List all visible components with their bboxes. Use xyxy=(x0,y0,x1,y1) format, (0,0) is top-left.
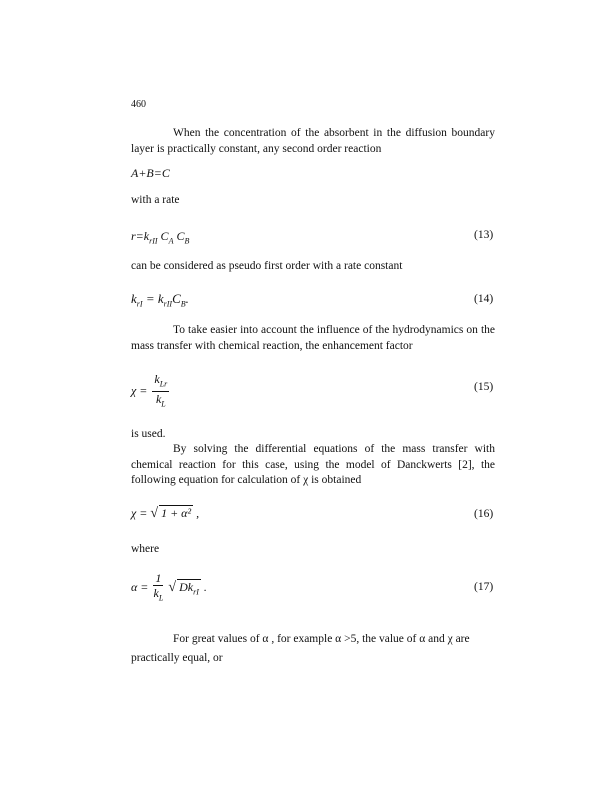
equation-14-number: (14) xyxy=(474,293,494,305)
where-text: where xyxy=(131,543,160,555)
equation-14: $k_{rI} = k_{rII}C_B$. xyxy=(131,291,189,309)
equation-17: α = $\frac{1}{k_L}$ √ $Dk_{rI}$ . xyxy=(131,571,207,605)
paragraph-intro: When the concentration of the absorbent in the diffusion boundary layer is practically constant, any second order reaction xyxy=(131,127,495,155)
equation-13: $r=k_{rII}$ $C_A$ $C_B$ xyxy=(131,229,190,246)
equation-17-number: (17) xyxy=(474,581,494,593)
equation-15: χ = $\frac{k_{Lr}}{k_L}$ xyxy=(131,372,171,412)
reaction-equation: A+B=C xyxy=(131,166,170,180)
equation-16: χ = √ 1 + α² , xyxy=(131,506,200,521)
fraction: $\frac{k_{Lr}}{k_L}$ xyxy=(154,372,168,409)
equation-15-number: (15) xyxy=(474,381,494,393)
paragraph-great-values-line2: practically equal, or xyxy=(131,652,223,664)
paragraph-enhancement: To take easier into account the influence of the hydrodynamics on the mass transfer with chemical reaction, the enhancement factor xyxy=(131,324,495,352)
fraction: $\frac{1}{k_L}$ xyxy=(153,571,164,603)
equation-13-number: (13) xyxy=(474,229,494,241)
page-number: 460 xyxy=(131,99,146,110)
paragraph-pseudo-first-order: can be considered as pseudo first order with a rate constant xyxy=(131,260,403,272)
is-used-text: is used. xyxy=(131,428,166,440)
paragraph-great-values-line1: For great values of α , for example α >5, the value of α and χ are xyxy=(173,633,470,645)
equation-16-number: (16) xyxy=(474,508,494,520)
with-rate-text: with a rate xyxy=(131,194,180,206)
paragraph-danckwerts: By solving the differential equations of the mass transfer with chemical reaction for this case, using the model of Danckwerts [2], the following equation for calculation of χ is obtained xyxy=(131,443,495,486)
